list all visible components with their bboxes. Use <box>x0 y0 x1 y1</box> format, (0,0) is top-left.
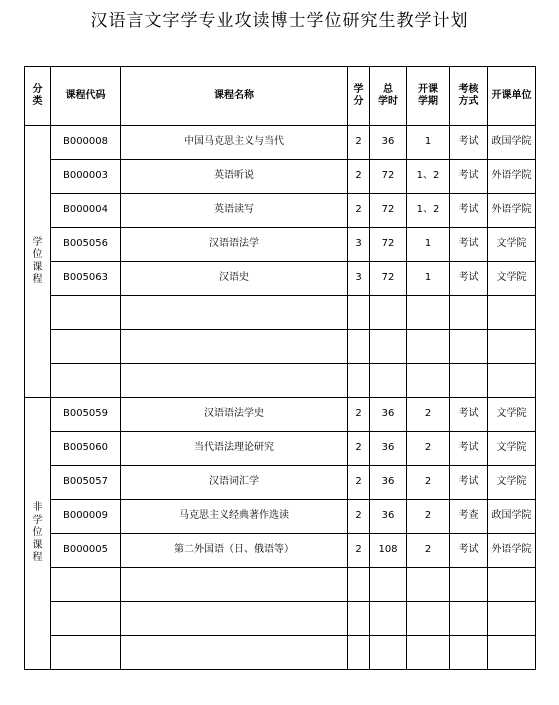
term-cell: 1、2 <box>407 160 450 194</box>
course-code-cell: B000004 <box>51 194 121 228</box>
term-cell: 2 <box>407 534 450 568</box>
term-cell <box>407 296 450 330</box>
category-label-char: 学 <box>32 514 43 526</box>
category-degree-courses <box>25 126 51 398</box>
course-code-cell: B005056 <box>51 228 121 262</box>
term-cell <box>407 568 450 602</box>
credit-cell: 2 <box>348 432 370 466</box>
term-cell: 1、2 <box>407 194 450 228</box>
credit-cell: 2 <box>348 194 370 228</box>
hours-cell: 72 <box>370 228 407 262</box>
header-term: 开课 学期 <box>407 67 450 126</box>
document-title: 汉语言文字学专业攻读博士学位研究生教学计划 <box>90 11 469 31</box>
table-row <box>25 432 536 466</box>
course-name-cell: 英语读写 <box>121 194 348 228</box>
course-code-cell: B005057 <box>51 466 121 500</box>
header-course-code: 课程代码 <box>51 67 121 126</box>
category-label-char: 程 <box>32 274 43 285</box>
table-row <box>25 398 536 432</box>
course-name-cell <box>121 296 348 330</box>
course-code-cell: B000003 <box>51 160 121 194</box>
exam-method-cell <box>450 602 488 636</box>
offering-unit-cell: 文学院 <box>488 228 536 262</box>
hours-cell <box>370 364 407 398</box>
course-name-cell: 马克思主义经典著作选读 <box>121 500 348 534</box>
exam-method-cell: 考试 <box>450 398 488 432</box>
category-label-char: 位 <box>32 527 43 539</box>
course-code-cell <box>51 296 121 330</box>
header-credit: 学 分 <box>348 67 370 126</box>
credit-cell: 2 <box>348 160 370 194</box>
exam-method-cell: 考试 <box>450 228 488 262</box>
hours-cell <box>370 568 407 602</box>
term-cell <box>407 364 450 398</box>
course-code-cell: B005059 <box>51 398 121 432</box>
offering-unit-cell <box>488 296 536 330</box>
credit-cell <box>348 636 370 670</box>
offering-unit-cell: 文学院 <box>488 432 536 466</box>
offering-unit-cell <box>488 364 536 398</box>
table-row <box>25 126 536 160</box>
term-cell: 2 <box>407 398 450 432</box>
table-body <box>25 126 536 670</box>
header-total-hours: 总 学时 <box>370 67 407 126</box>
offering-unit-cell <box>488 330 536 364</box>
course-name-cell: 汉语语法学 <box>121 228 348 262</box>
table-row <box>25 262 536 296</box>
term-cell <box>407 636 450 670</box>
table-row <box>25 466 536 500</box>
hours-cell: 36 <box>370 432 407 466</box>
table-row <box>25 296 536 330</box>
exam-method-cell: 考试 <box>450 466 488 500</box>
course-name-cell: 汉语词汇学 <box>121 466 348 500</box>
hours-cell <box>370 296 407 330</box>
credit-cell: 3 <box>348 262 370 296</box>
credit-cell: 2 <box>348 500 370 534</box>
offering-unit-cell: 外语学院 <box>488 160 536 194</box>
course-name-cell: 第二外国语（日、俄语等） <box>121 534 348 568</box>
category-label-char: 课 <box>32 261 43 273</box>
course-code-cell: B000008 <box>51 126 121 160</box>
credit-cell <box>348 364 370 398</box>
table-row <box>25 636 536 670</box>
table-row <box>25 330 536 364</box>
hours-cell: 108 <box>370 534 407 568</box>
hours-cell: 36 <box>370 500 407 534</box>
hours-cell <box>370 330 407 364</box>
hours-cell: 72 <box>370 160 407 194</box>
term-cell: 2 <box>407 466 450 500</box>
exam-method-cell <box>450 636 488 670</box>
exam-method-cell: 考试 <box>450 194 488 228</box>
table-row <box>25 194 536 228</box>
course-code-cell <box>51 636 121 670</box>
course-name-cell <box>121 364 348 398</box>
exam-method-cell: 考查 <box>450 500 488 534</box>
category-label-char: 非 <box>32 502 43 514</box>
course-code-cell <box>51 602 121 636</box>
offering-unit-cell: 政国学院 <box>488 500 536 534</box>
credit-cell <box>348 330 370 364</box>
header-offering-unit: 开课单位 <box>488 67 536 126</box>
exam-method-cell <box>450 296 488 330</box>
credit-cell: 2 <box>348 126 370 160</box>
table-row <box>25 160 536 194</box>
exam-method-cell: 考试 <box>450 262 488 296</box>
hours-cell: 72 <box>370 194 407 228</box>
header-exam-method: 考核 方式 <box>450 67 488 126</box>
course-name-cell: 当代语法理论研究 <box>121 432 348 466</box>
offering-unit-cell: 文学院 <box>488 398 536 432</box>
hours-cell: 36 <box>370 126 407 160</box>
table-row <box>25 602 536 636</box>
course-name-cell <box>121 568 348 602</box>
exam-method-cell: 考试 <box>450 432 488 466</box>
table-row <box>25 228 536 262</box>
course-name-cell <box>121 330 348 364</box>
course-name-cell <box>121 636 348 670</box>
exam-method-cell: 考试 <box>450 534 488 568</box>
table-row <box>25 534 536 568</box>
category-non-degree-courses <box>25 398 51 670</box>
course-code-cell: B005063 <box>51 262 121 296</box>
credit-cell <box>348 602 370 636</box>
exam-method-cell <box>450 568 488 602</box>
category-label-char: 学 <box>32 236 43 248</box>
hours-cell: 36 <box>370 398 407 432</box>
exam-method-cell <box>450 330 488 364</box>
course-code-cell <box>51 364 121 398</box>
curriculum-table <box>24 66 536 670</box>
offering-unit-cell: 文学院 <box>488 466 536 500</box>
table-row <box>25 568 536 602</box>
term-cell: 1 <box>407 126 450 160</box>
exam-method-cell <box>450 364 488 398</box>
course-code-cell <box>51 568 121 602</box>
term-cell: 1 <box>407 228 450 262</box>
category-label-char: 程 <box>32 552 43 564</box>
header-category: 分 类 <box>25 67 51 126</box>
course-code-cell: B000009 <box>51 500 121 534</box>
course-code-cell <box>51 330 121 364</box>
hours-cell: 36 <box>370 466 407 500</box>
course-name-cell: 中国马克思主义与当代 <box>121 126 348 160</box>
offering-unit-cell <box>488 568 536 602</box>
term-cell: 1 <box>407 262 450 296</box>
offering-unit-cell <box>488 636 536 670</box>
table-row <box>25 500 536 534</box>
offering-unit-cell: 外语学院 <box>488 194 536 228</box>
table-row <box>25 364 536 398</box>
course-name-cell: 汉语语法学史 <box>121 398 348 432</box>
offering-unit-cell: 外语学院 <box>488 534 536 568</box>
offering-unit-cell: 文学院 <box>488 262 536 296</box>
course-code-cell: B005060 <box>51 432 121 466</box>
term-cell <box>407 330 450 364</box>
credit-cell: 3 <box>348 228 370 262</box>
credit-cell: 2 <box>348 534 370 568</box>
hours-cell <box>370 602 407 636</box>
offering-unit-cell: 政国学院 <box>488 126 536 160</box>
category-label-char: 位 <box>32 249 43 260</box>
credit-cell <box>348 568 370 602</box>
credit-cell: 2 <box>348 398 370 432</box>
hours-cell <box>370 636 407 670</box>
term-cell: 2 <box>407 500 450 534</box>
offering-unit-cell <box>488 602 536 636</box>
course-name-cell <box>121 602 348 636</box>
course-name-cell: 英语听说 <box>121 160 348 194</box>
course-name-cell: 汉语史 <box>121 262 348 296</box>
hours-cell: 72 <box>370 262 407 296</box>
exam-method-cell: 考试 <box>450 160 488 194</box>
credit-cell: 2 <box>348 466 370 500</box>
header-course-name: 课程名称 <box>121 67 348 126</box>
exam-method-cell: 考试 <box>450 126 488 160</box>
course-code-cell: B000005 <box>51 534 121 568</box>
category-label-char: 课 <box>32 539 43 551</box>
term-cell <box>407 602 450 636</box>
credit-cell <box>348 296 370 330</box>
table-header-row <box>25 67 536 126</box>
term-cell: 2 <box>407 432 450 466</box>
